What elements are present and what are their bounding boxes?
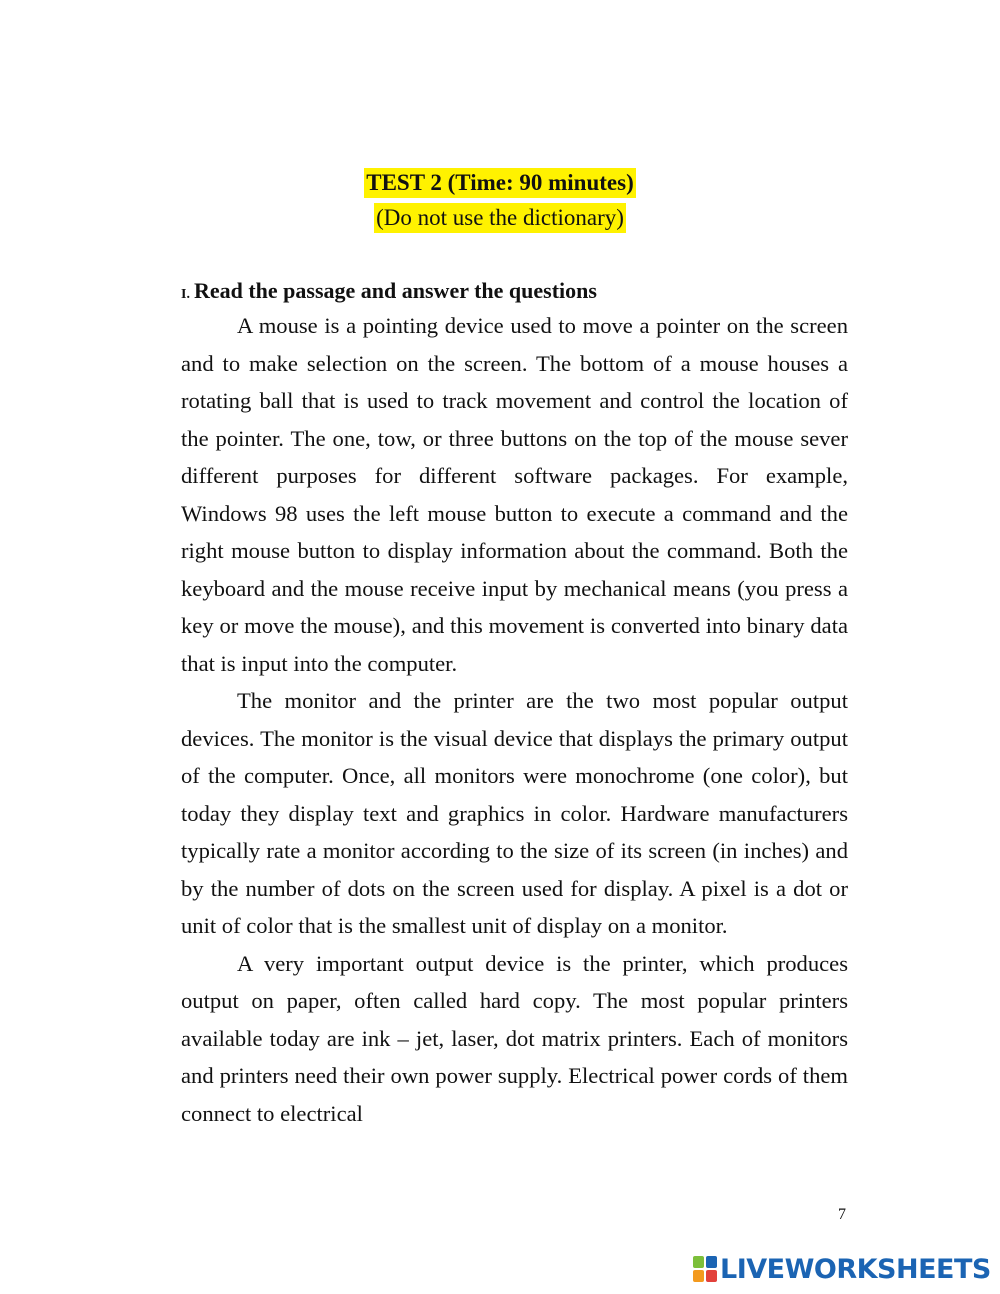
section-heading-text: Read the passage and answer the questions xyxy=(193,278,597,303)
passage-paragraph: The monitor and the printer are the two most popular output devices. The monitor is the visual device that displays the primary output of the computer. Once, all monitors were monochrome (one color), but today they display text and graphics in color. Hardware manufacturers typically rate a monitor according to the size of its screen (in inches) and by the number of dots on the screen used for display. A pixel is a dot or unit of color that is the smallest unit of display on a monitor. xyxy=(181,688,848,938)
page-number: 7 xyxy=(838,1206,846,1223)
liveworksheets-logo xyxy=(693,1252,991,1286)
passage-paragraph: A mouse is a pointing device used to move a pointer on the screen and to make selection on the screen. The bottom of a mouse houses a rotating ball that is used to track movement and control the location of the pointer. The one, tow, or three buttons on the top of the mouse sever different purposes for different software packages. For example, Windows 98 uses the left mouse button to execute a command and the right mouse button to display information about the command. Both the keyboard and the mouse receive input by mechanical means (you press a key or move the mouse), and this movement is converted into binary data that is input into the computer. xyxy=(181,313,848,676)
liveworksheets-icon xyxy=(693,1256,717,1282)
brand-name: LIVEWORKSHEETS xyxy=(720,1253,991,1285)
section-heading xyxy=(181,276,597,310)
reading-passage xyxy=(181,307,848,1132)
test-title-block xyxy=(0,168,1000,238)
test-title: TEST 2 (Time: 90 minutes) xyxy=(364,168,636,198)
test-subtitle: (Do not use the dictionary) xyxy=(374,203,626,233)
section-number: I. xyxy=(181,287,190,302)
passage-paragraph: A very important output device is the printer, which produces output on paper, often called hard copy. The most popular printers available today are ink – jet, laser, dot matrix printers. Each of monitors and printers need their own power supply. Electrical power cords of them connect to electrical xyxy=(181,950,848,1126)
